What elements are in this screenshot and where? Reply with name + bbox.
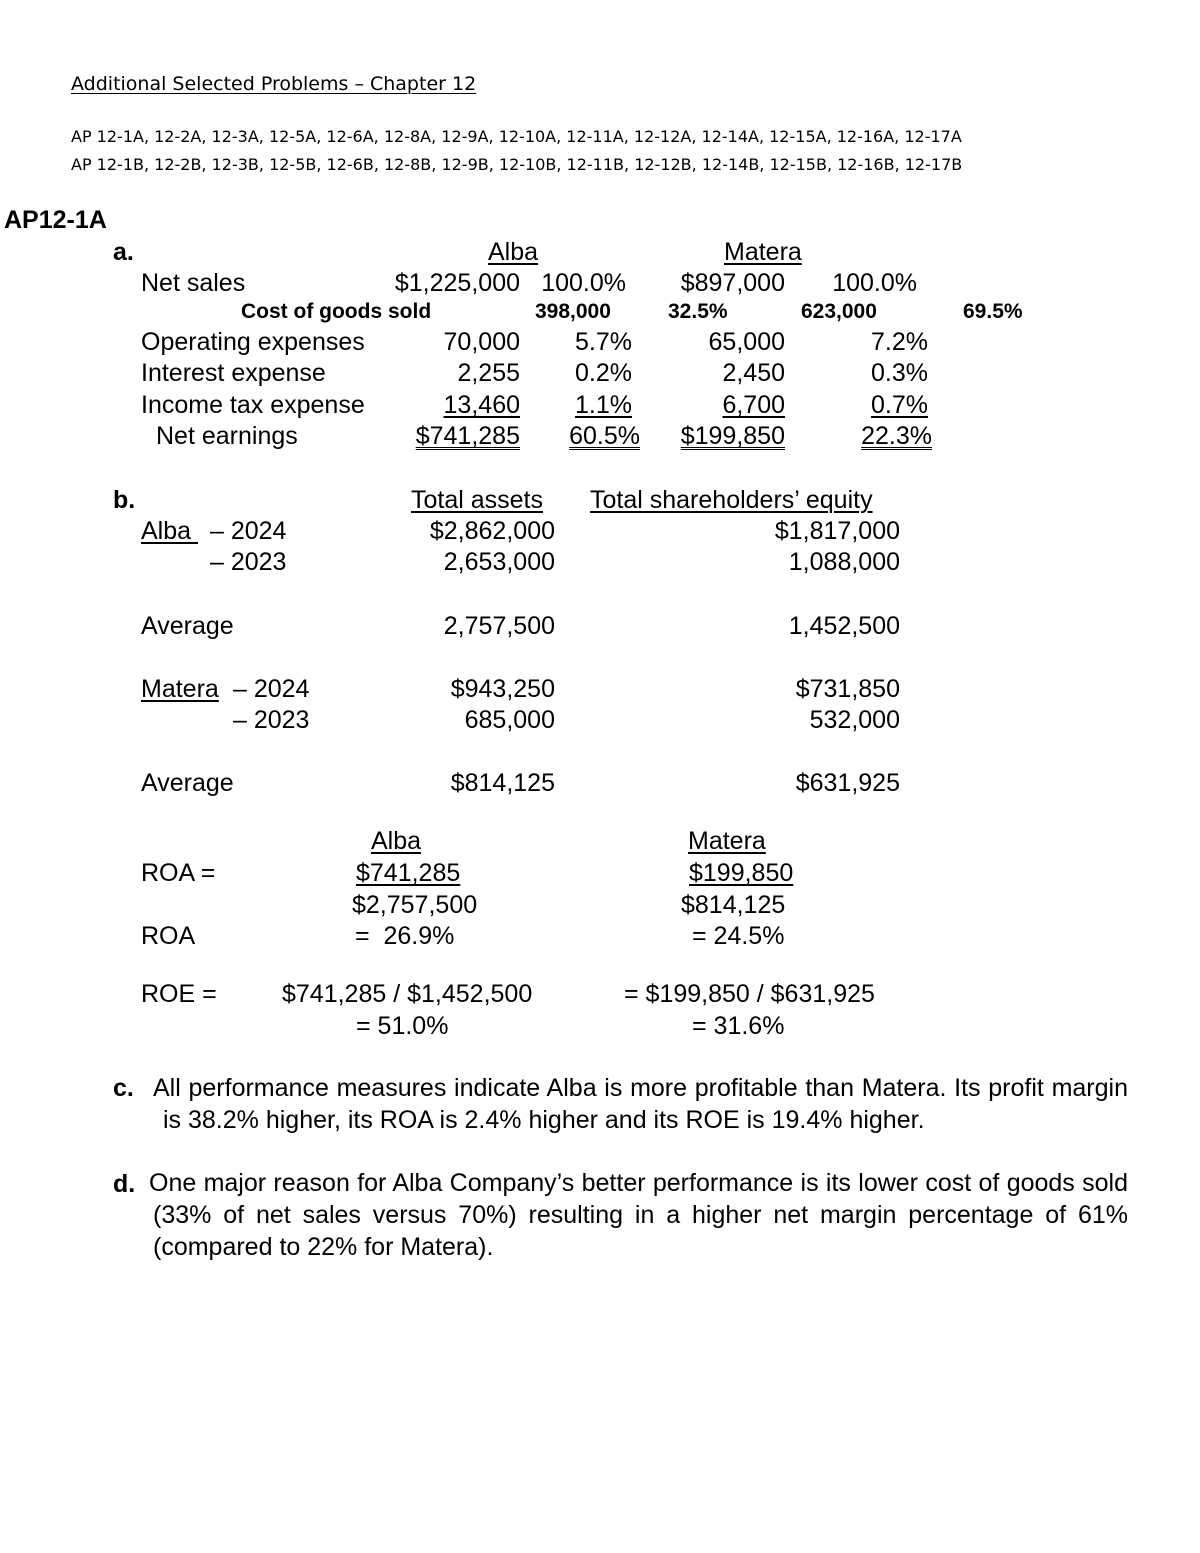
alba-percent: 32.5% (668, 300, 728, 323)
row-label: Cost of goods sold (241, 300, 432, 323)
average-label: Average (141, 612, 234, 640)
roa-matera-denominator: $814,125 (681, 891, 786, 919)
part-d-text: One major reason for Alba Company’s better performance is its lower cost of goods sold (33% of net sales versus 70%) resulting in a higher net margin percentage of 61% (compared to 22% for Matera). (149, 1169, 1128, 1261)
part-a-label: a. (113, 238, 134, 266)
roa-label: ROA = (141, 859, 216, 887)
roa-label-result: ROA (141, 922, 196, 950)
row-label: Interest expense (141, 359, 326, 387)
row-label: Net sales (141, 269, 246, 297)
matera-percent: 100.0% (832, 269, 917, 297)
alba-percent-cell (520, 393, 632, 418)
alba-2024-assets: $2,862,000 (429, 517, 555, 545)
matera-percent: 7.2% (871, 328, 928, 356)
year-2023: – 2023 (210, 548, 287, 576)
matera-amount: 6,700 (722, 391, 785, 419)
matera-percent: 0.3% (871, 359, 928, 387)
part-c-text-block (143, 1072, 1128, 1136)
matera-amount: 623,000 (801, 300, 877, 323)
problem-list-b: AP 12-1B, 12-2B, 12-3B, 12-5B, 12-6B, 12-8B, 12-9B, 12-10B, 12-11B, 12-12B, 12-14B, 12-15B, 12-16B, 12-17B (71, 155, 963, 174)
alba-average-equity: 1,452,500 (788, 612, 900, 640)
alba-amount-cell (370, 424, 520, 449)
matera-amount: $897,000 (680, 269, 785, 297)
average-label: Average (141, 769, 234, 797)
part-d-label: d. (113, 1170, 136, 1198)
row-label: Net earnings (156, 422, 298, 450)
alba-amount-cell (370, 393, 520, 418)
alba-amount: 398,000 (535, 300, 611, 323)
year-2024: – 2024 (233, 675, 310, 703)
document-title: Additional Selected Problems – Chapter 12 (71, 73, 477, 95)
matera-amount-cell (635, 393, 785, 418)
year-2023: – 2023 (233, 706, 310, 734)
col-header-shareholders-equity: Total shareholders’ equity (590, 486, 873, 514)
col-header-alba: Alba (488, 238, 539, 266)
matera-percent-cell (800, 393, 928, 418)
problem-heading: AP12-1A (4, 206, 107, 234)
matera-amount: $199,850 (680, 422, 785, 450)
matera-amount-cell (635, 424, 785, 449)
roe-alba-calc: $741,285 / $1,452,500 (282, 980, 533, 1008)
alba-amount: 13,460 (443, 391, 520, 419)
matera-percent-cell (800, 424, 932, 449)
part-c-text: All performance measures indicate Alba is more profitable than Matera. Its profit margin is 38.2% higher, its ROA is 2.4% higher and its ROE is 19.4% higher. (153, 1074, 1128, 1134)
alba-average-assets: 2,757,500 (443, 612, 555, 640)
ratio-header-matera: Matera (688, 827, 766, 855)
col-header-matera: Matera (724, 238, 802, 266)
roa-alba-numerator: $741,285 (356, 859, 461, 887)
alba-percent-cell (520, 424, 640, 449)
alba-2024-equity: $1,817,000 (774, 517, 900, 545)
roa-alba-result: = 26.9% (355, 922, 455, 950)
matera-2023-equity: 532,000 (809, 706, 900, 734)
company-alba: Alba (141, 517, 198, 545)
matera-percent: 69.5% (963, 300, 1023, 323)
problem-list-a: AP 12-1A, 12-2A, 12-3A, 12-5A, 12-6A, 12-8A, 12-9A, 12-10A, 12-11A, 12-12A, 12-14A, 12-15A, 12-16A, 12-17A (71, 127, 962, 146)
alba-amount: 70,000 (443, 328, 520, 356)
roe-matera-calc: = $199,850 / $631,925 (624, 980, 875, 1008)
part-c-label: c. (113, 1074, 134, 1102)
alba-percent: 60.5% (569, 422, 640, 450)
roa-alba-denominator: $2,757,500 (352, 891, 478, 919)
matera-2023-assets: 685,000 (464, 706, 555, 734)
alba-2023-equity: 1,088,000 (788, 548, 900, 576)
matera-average-equity: $631,925 (795, 769, 900, 797)
alba-percent: 0.2% (575, 359, 632, 387)
row-label: Income tax expense (141, 391, 365, 419)
ratio-header-alba: Alba (371, 827, 422, 855)
matera-percent: 22.3% (861, 422, 932, 450)
matera-2024-assets: $943,250 (450, 675, 555, 703)
part-b-label: b. (113, 486, 136, 514)
alba-percent: 5.7% (575, 328, 632, 356)
roa-matera-result: = 24.5% (692, 922, 785, 950)
matera-percent: 0.7% (871, 391, 928, 419)
roe-matera-result: = 31.6% (692, 1012, 785, 1040)
roa-matera-numerator: $199,850 (689, 859, 794, 887)
col-header-total-assets: Total assets (411, 486, 544, 514)
matera-amount: 65,000 (708, 328, 785, 356)
alba-2023-assets: 2,653,000 (443, 548, 555, 576)
matera-2024-equity: $731,850 (795, 675, 900, 703)
company-matera: Matera (141, 675, 219, 703)
alba-amount: $741,285 (415, 422, 520, 450)
year-2024: – 2024 (210, 517, 287, 545)
row-label: Operating expenses (141, 328, 365, 356)
alba-amount: $1,225,000 (394, 269, 520, 297)
alba-percent: 100.0% (541, 269, 626, 297)
alba-percent: 1.1% (575, 391, 632, 419)
matera-average-assets: $814,125 (450, 769, 555, 797)
roe-label: ROE = (141, 980, 217, 1008)
roe-alba-result: = 51.0% (356, 1012, 449, 1040)
alba-amount: 2,255 (457, 359, 520, 387)
matera-amount: 2,450 (722, 359, 785, 387)
